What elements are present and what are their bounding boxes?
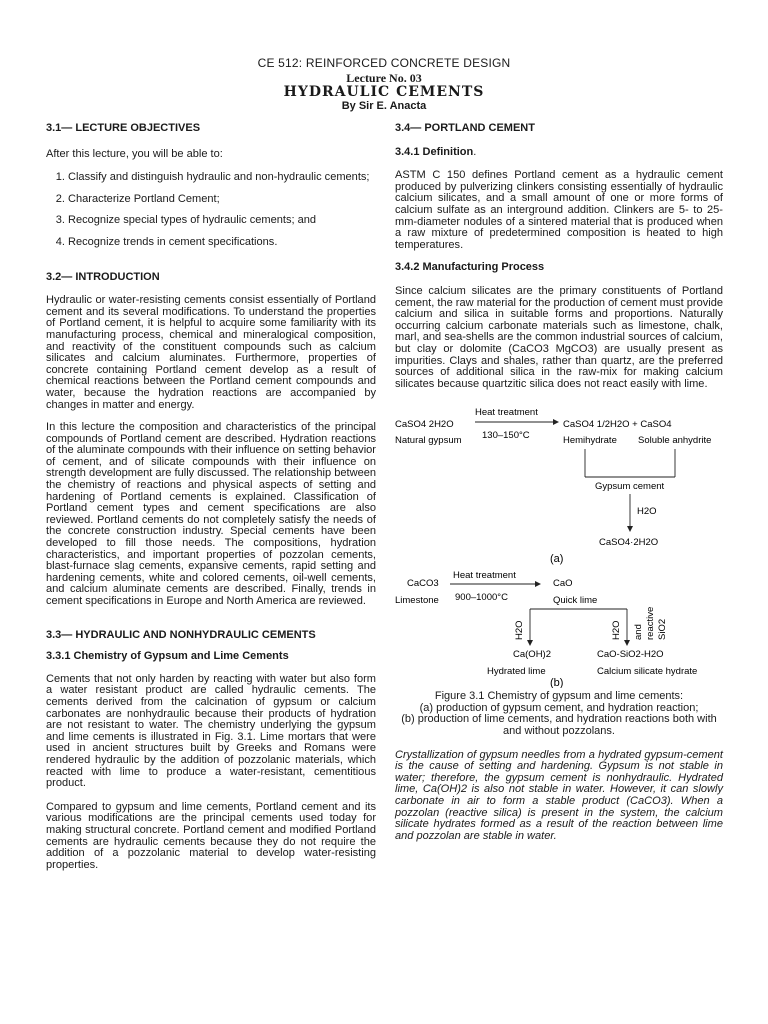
fig-b-arrow-bottom: 900–1000°C (455, 592, 508, 604)
subsection-heading-3-4-2: 3.4.2 Manufacturing Process (395, 261, 545, 274)
objective-item: 1. Classify and distinguish hydraulic and non-hydraulic cements; (68, 172, 376, 184)
italic-paragraph: Crystallization of gypsum needles from a hydrated gypsum-cement is the cause of setting and hardening. Gypsum is not stable in water; therefore, the gypsum cement is nonhydraulic. Hydrated lime, Ca(OH)2 is also not stable in water. However, it can slowly carbonate in air to form a stable product (CaCO3). When a pozzolan (reactive silica) is present in the system, the calcium silicate hydrates formed as a result of the reaction between lime and pozzolan are stable in water. (395, 748, 723, 842)
intro-paragraph-1: Hydraulic or water-resisting cements consist essentially of Portland cement and its several modifications. To understand the properties of Portland cement, it is helpful to acquire some familiarity with its manufacturing process, chemical and mineralogical composition, and reactivity of the constituent compounds such as calcium silicates and calcium aluminates. Furthermore, properties of concrete containing Portland cement develop as a result of chemical reactions between the Portland cement compounds and water, because the hydration reactions are accompanied by changes in matter and energy. (46, 294, 376, 411)
fig-b-final-1: Ca(OH)2 (513, 649, 552, 661)
fig-a-product-name-2: Soluble anhydrite (638, 435, 712, 447)
fig-b-reactive: reactive (645, 607, 656, 641)
course-title: CE 512: REINFORCED CONCRETE DESIGN (257, 56, 511, 70)
lecture-number: Lecture No. 03 (346, 71, 422, 85)
manufacturing-paragraph: Since calcium silicates are the primary constituents of Portland cement, the raw material for the production of cement must provide calcium and silica in suitable forms and proportions. Naturally occurring calcium carbonate materials such as limestone, chalk, marl, and sea-shells are the common industrial sources of calcium, but clay or dolomite (CaCO3 MgCO3) are usually present as impurities. Clays and shales, rather than quartz, are the preferred sources of additional silica in the raw-mix for making calcium silicates because quartzitic silica does not react easily with lime. (395, 284, 723, 390)
fig-b-final-2: CaO-SiO2-H2O (597, 649, 664, 661)
chemistry-paragraph-1: Cements that not only harden by reacting with water but also form a water resistant product are called hydraulic cements. The cements derived from the calcination of gypsum or calcium carbonates are nonhydraulic because their products of hydration are not resistant to water. The chemistry underlying the gypsum and lime cements is illustrated in Fig. 3.1. Lime mortars that were used in ancient structures built by Greeks and Romans were rendered hydraulic by the addition of pozzolanic materials, which reacted with lime to produce a water-resistant, cementitious product. (46, 672, 376, 790)
fig-a-product: CaSO4 1/2H2O + CaSO4 (563, 419, 672, 431)
intro-paragraph-2: In this lecture the composition and characteristics of the principal compounds of Portland cement are described. Hydration reactions of the aluminate compounds with their influence on setting behavior of cement, and of silicate compounds with their influence on strength development are fully discussed. The relationship between the chemistry of reactions and physical aspects of setting and hardening of Portland cements is explained. Classification of Portland cement types and cement specifications are also reviewed. Portland cements do not completely satisfy the needs of the concrete construction industry. Special cements have been developed to fill those needs. The compositions, hydration characteristics, and important properties of pozzolan cements, blast-furnace slag cements, expansive cements, rapid setting and hardening cements, white and colored cements, oil-well cements, and calcium aluminate cements are described. Finally, trends in cement specifications in Europe and North America are reviewed. (46, 421, 376, 607)
section-heading-3-3: 3.3— HYDRAULIC AND NONHYDRAULIC CEMENTS (46, 628, 316, 641)
fig-a-product-name-1: Hemihydrate (563, 435, 617, 447)
caption-line-1: Figure 3.1 Chemistry of gypsum and lime cements: (434, 690, 684, 703)
fig-b-reactant-name: Limestone (395, 595, 439, 607)
section-heading-3-1: 3.1— LECTURE OBJECTIVES (46, 122, 201, 134)
left-column (46, 118, 376, 871)
objective-item: 2. Characterize Portland Cement; (68, 194, 376, 206)
section-heading-3-4: 3.4— PORTLAND CEMENT (395, 122, 535, 134)
fig-a-final: CaSO4·2H2O (599, 537, 659, 549)
definition-paragraph: ASTM C 150 defines Portland cement as a hydraulic cement produced by pulverizing clinkers consisting essentially of hydraulic calcium silicates, and a small amount of one or more forms of calcium sulfate as an interground addition. Clinkers are 5- to 25-mm-diameter nodules of a sintered material that is produced when a raw mixture of predetermined composition is heated to high temperatures. (395, 169, 723, 251)
caption-line-3: (b) production of lime cements, and hydration reactions both with and without pozzolans. (401, 713, 717, 738)
fig-a-reactant-name: Natural gypsum (395, 435, 462, 447)
figure-3-1 (395, 402, 723, 688)
objective-item: 3. Recognize special types of hydraulic cements; and (68, 215, 376, 227)
objectives-intro: After this lecture, you will be able to: (46, 147, 223, 160)
fig-a-water: H2O (637, 506, 657, 518)
objective-item: 4. Recognize trends in cement specifications. (68, 237, 376, 249)
fig-a-cement: Gypsum cement (595, 481, 665, 493)
figure-caption (395, 691, 723, 737)
chemistry-paragraph-2: Compared to gypsum and lime cements, Portland cement and its various modifications are the principal cements used today for making structural concrete. Portland cement and modified Portland cements are hydraulic cements because they do not require the addition of a pozzolanic material to develop water-resisting properties. (46, 800, 376, 871)
section-heading-3-2: 3.2— INTRODUCTION (46, 270, 160, 283)
fig-b-arrow-top: Heat treatment (453, 570, 516, 582)
fig-b-sio2: SiO2 (657, 619, 668, 641)
caption-line-2: (a) production of gypsum cement, and hydration reaction; (419, 701, 699, 714)
right-column (395, 118, 723, 842)
fig-b-water-1: H2O (514, 620, 525, 641)
fig-b-final-1-name: Hydrated lime (487, 666, 546, 678)
fig-b-reactant: CaCO3 (407, 578, 439, 590)
fig-b-label: (b) (550, 677, 564, 689)
subsection-heading-3-4-1: 3.4.1 Definition. (395, 145, 477, 158)
fig-b-product-name: Quick lime (553, 595, 598, 607)
subsection-heading-3-3-1: 3.3.1 Chemistry of Gypsum and Lime Cements (46, 650, 289, 663)
objectives-list (46, 172, 376, 248)
fig-b-product: CaO (553, 578, 573, 590)
fig-b-water-2: H2O (611, 620, 622, 641)
fig-b-final-2-name: Calcium silicate hydrate (597, 666, 698, 678)
author-line: By Sir E. Anacta (341, 100, 427, 112)
fig-a-reactant: CaSO4 2H2O (395, 419, 454, 431)
fig-a-label: (a) (550, 553, 564, 566)
fig-b-and: and (633, 624, 644, 641)
page-title: HYDRAULIC CEMENTS (283, 84, 485, 100)
fig-a-arrow-top: Heat treatment (475, 407, 538, 419)
fig-a-arrow-bottom: 130–150°C (482, 430, 530, 442)
